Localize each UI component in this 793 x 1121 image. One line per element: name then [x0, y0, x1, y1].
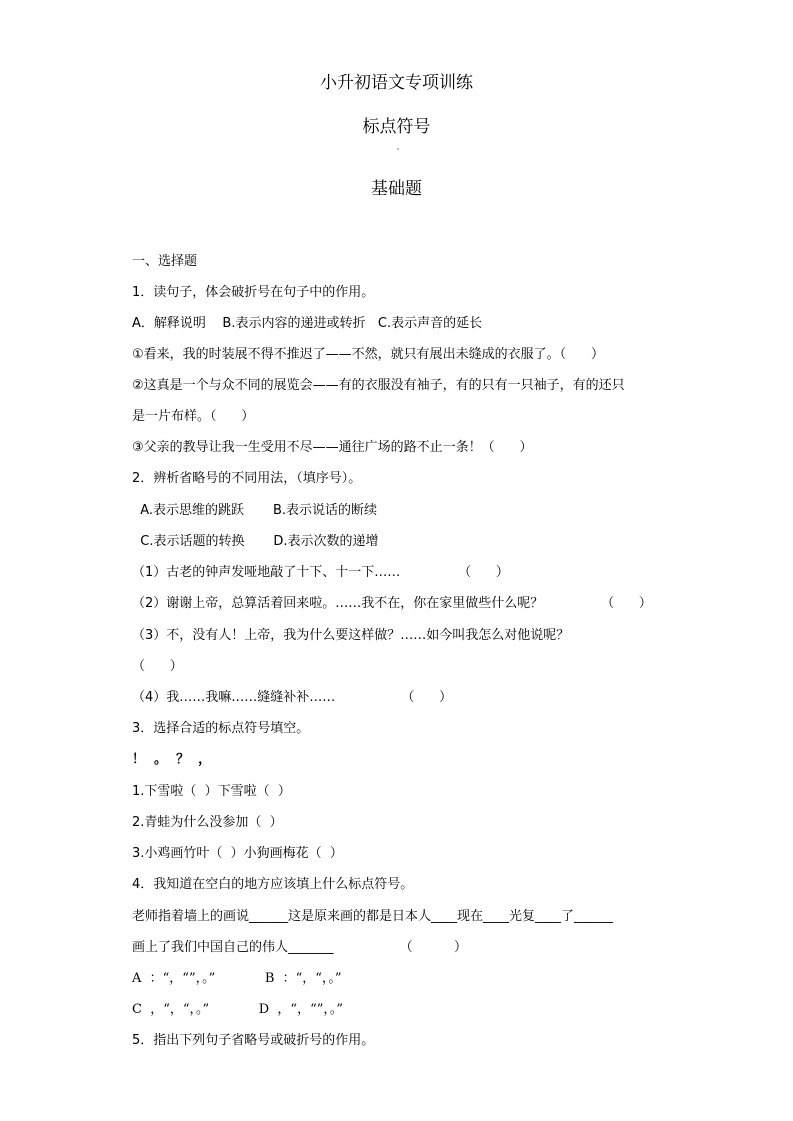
q4-sentence: 老师指着墙上的画说______这是原来画的都是日本人____现在____光复____了______ [132, 909, 614, 924]
q4-sentence-cont: 画上了我们中国自己的伟人_______ （ ） [132, 940, 467, 955]
q1-item-2-cont: 是一片布样。（ ） [132, 409, 255, 424]
q1-item-1: ①看来，我的时装展不得不推迟了——不然，就只有展出未缝成的衣服了。（ ） [132, 347, 604, 362]
part-heading: 一、选择题 [132, 254, 198, 269]
q3-item-1: 1.下雪啦（ ）下雪啦（ ） [132, 784, 291, 799]
q3-item-2: 2.青蛙为什么没参加（ ） [132, 815, 283, 830]
q3-item-3: 3.小鸡画竹叶（ ）小狗画梅花（ ） [132, 846, 343, 861]
q1-item-3: ③父亲的教导让我一生受用不尽——通往广场的路不止一条！（ ） [132, 440, 533, 455]
q2-options-cd: C.表示话题的转换 D.表示次数的递增 [132, 534, 379, 549]
q2-item-2: （2）谢谢上帝，总算活着回来啦。……我不在，你在家里做些什么呢？ （ ） [132, 596, 652, 611]
question-1: 1．读句子，体会破折号在句子中的作用。 [132, 285, 375, 300]
q3-symbols: ！ 。 ？ ， [132, 752, 212, 767]
document-title: 小升初语文专项训练 [320, 73, 473, 93]
document-subtitle: 标点符号 [362, 117, 431, 137]
q1-item-2: ②这真是一个与众不同的展览会——有的衣服没有袖子，有的只有一只袖子，有的还只 [132, 378, 625, 393]
question-5: 5．指出下列句子省略号或破折号的作用。 [132, 1033, 375, 1048]
q2-item-3: （3）不，没有人！上帝，我为什么要这样做？……如今叫我怎么对他说呢？ [132, 628, 570, 643]
q2-options-ab: A.表示思维的跳跃 B.表示说话的断续 [132, 503, 378, 518]
q4-options-ab: A ：“，“”，。” B ：“，“，。” [132, 971, 342, 986]
section-heading: 基础题 [371, 179, 422, 199]
q2-item-1: （1）古老的钟声发哑地敲了十下、十一下…… （ ） [132, 565, 509, 580]
question-4: 4．我知道在空白的地方应该填上什么标点符号。 [132, 877, 414, 892]
q4-options-cd: C ，“，“，。” D ，“，“”，。” [132, 1002, 344, 1017]
q1-options: A．解释说明 B.表示内容的递进或转折 C.表示声音的延长 [132, 316, 483, 331]
stray-mark [397, 148, 399, 150]
question-2: 2．辨析省略号的不同用法，（填序号）。 [132, 471, 362, 486]
q2-item-3-blank: （ ） [132, 659, 183, 674]
question-3: 3．选择合适的标点符号填空。 [132, 721, 310, 736]
q2-item-4: （4）我……我嘛……缝缝补补…… （ ） [132, 690, 453, 705]
